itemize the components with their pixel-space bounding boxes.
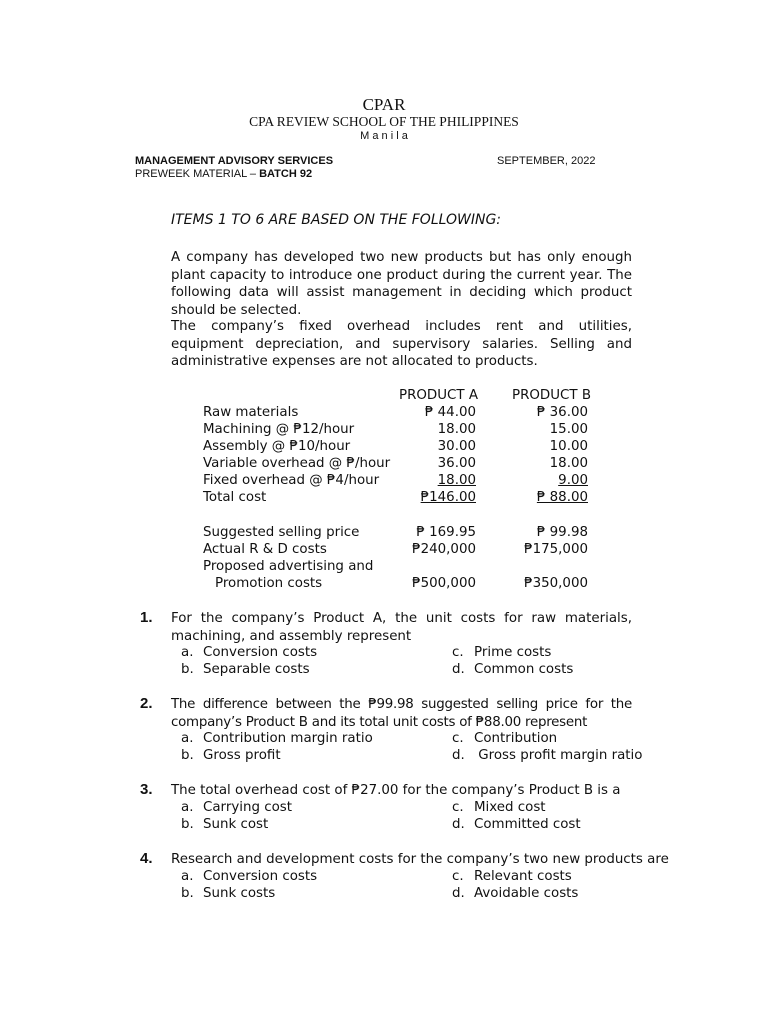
row-label: Machining @ ₱12/hour <box>203 422 355 437</box>
choice-letter: d. <box>452 886 465 901</box>
choice-text: Common costs <box>474 662 574 677</box>
row-label: Fixed overhead @ ₱4/hour <box>203 473 380 488</box>
row-label: Promotion costs <box>215 576 323 591</box>
choice-text: Contribution <box>474 731 558 746</box>
product-a-value: ₱240,000 <box>412 542 476 557</box>
choice-letter: c. <box>452 869 464 884</box>
choice-letter: a. <box>181 800 194 815</box>
product-b-value: ₱ 36.00 <box>536 405 588 420</box>
choice-text: Conversion costs <box>203 645 318 660</box>
choice-text: Separable costs <box>203 662 310 677</box>
row-label: Suggested selling price <box>203 525 360 540</box>
product-b-value: ₱ 99.98 <box>536 525 588 540</box>
product-b-value: 18.00 <box>549 456 588 471</box>
product-a-fixed-overhead: 18.00 <box>437 473 476 488</box>
subject-title: MANAGEMENT ADVISORY SERVICES <box>135 155 334 167</box>
row-label: Total cost <box>203 490 267 505</box>
choice-text: Carrying cost <box>203 800 293 815</box>
product-a-total-cost: ₱146.00 <box>420 490 476 505</box>
page-title: CPAR <box>362 95 406 114</box>
question-number: 3. <box>140 781 153 798</box>
product-b-value: 15.00 <box>549 422 588 437</box>
choice-text: Mixed cost <box>474 800 546 815</box>
row-label: Actual R & D costs <box>203 542 327 557</box>
product-a-value <box>395 472 476 490</box>
material-line <box>135 168 312 180</box>
product-a-value: ₱500,000 <box>412 576 476 591</box>
column-header-product-b: PRODUCT B <box>512 388 592 403</box>
choice-letter: d. <box>452 817 465 832</box>
choice-text: Sunk cost <box>203 817 269 832</box>
product-a-value: 18.00 <box>437 422 476 437</box>
choice-letter: b. <box>181 748 194 763</box>
intro-paragraph-1: A company has developed two new products but has only enough plant capacity to introduce one product during the current year. The following data will assist management in deciding which product should be selected. <box>171 250 632 318</box>
question-number: 4. <box>140 850 153 867</box>
product-a-value: ₱ 44.00 <box>424 405 476 420</box>
product-a-value: 30.00 <box>437 439 476 454</box>
choice-letter: b. <box>181 662 194 677</box>
product-b-value: ₱175,000 <box>524 542 588 557</box>
items-heading: ITEMS 1 TO 6 ARE BASED ON THE FOLLOWING: <box>171 212 502 228</box>
row-label: Variable overhead @ ₱/hour <box>203 456 391 471</box>
question-number: 1. <box>140 609 153 626</box>
choice-text: Gross profit <box>203 748 281 763</box>
product-b-value: ₱350,000 <box>524 576 588 591</box>
column-header-product-a: PRODUCT A <box>399 388 478 403</box>
choice-letter: b. <box>181 886 194 901</box>
school-city: M a n i l a <box>360 130 408 142</box>
choice-text: Gross profit margin ratio <box>474 748 643 763</box>
product-b-fixed-overhead: 9.00 <box>558 473 588 488</box>
question-stem: The total overhead cost of ₱27.00 for the company’s Product B is a <box>171 783 621 798</box>
school-name: CPA REVIEW SCHOOL OF THE PHILIPPINES <box>249 114 519 129</box>
row-label: Raw materials <box>203 405 299 420</box>
material-label: PREWEEK MATERIAL – <box>135 168 260 180</box>
choice-text: Contribution margin ratio <box>203 731 373 746</box>
product-a-value <box>395 489 476 507</box>
choice-letter: c. <box>452 731 464 746</box>
choice-letter: d. <box>452 748 465 763</box>
choice-letter: c. <box>452 800 464 815</box>
choice-letter: d. <box>452 662 465 677</box>
choice-text: Committed cost <box>474 817 581 832</box>
intro-paragraph-2: The company’s fixed overhead includes rent and utilities, equipment depreciation, and supervisory salaries. Selling and administrative expenses are not allocated to products. <box>171 319 632 369</box>
choice-text: Sunk costs <box>203 886 276 901</box>
choice-letter: b. <box>181 817 194 832</box>
choice-text: Relevant costs <box>474 869 572 884</box>
row-label: Assembly @ ₱10/hour <box>203 439 351 454</box>
question-stem: For the company’s Product A, the unit costs for raw materials, machining, and assembly represent <box>171 611 632 644</box>
product-a-value: 36.00 <box>437 456 476 471</box>
question-stem: Research and development costs for the company’s two new products are <box>171 852 669 867</box>
question-number: 2. <box>140 695 153 712</box>
row-label: Proposed advertising and <box>203 559 374 574</box>
choice-letter: c. <box>452 645 464 660</box>
batch-label: BATCH 92 <box>259 168 313 180</box>
product-b-total-cost: ₱ 88.00 <box>536 490 588 505</box>
product-a-value: ₱ 169.95 <box>416 525 476 540</box>
choice-text: Prime costs <box>474 645 552 660</box>
choice-letter: a. <box>181 869 194 884</box>
product-b-value: 10.00 <box>549 439 588 454</box>
product-b-value <box>507 472 588 490</box>
choice-text: Avoidable costs <box>474 886 579 901</box>
question-stem: The difference between the ₱99.98 suggested selling price for the company’s Product B and its total unit costs of ₱88.00 represent <box>171 697 632 730</box>
choice-letter: a. <box>181 731 194 746</box>
choice-text: Conversion costs <box>203 869 318 884</box>
product-b-value <box>507 489 588 507</box>
exam-date: SEPTEMBER, 2022 <box>497 155 596 167</box>
choice-letter: a. <box>181 645 194 660</box>
